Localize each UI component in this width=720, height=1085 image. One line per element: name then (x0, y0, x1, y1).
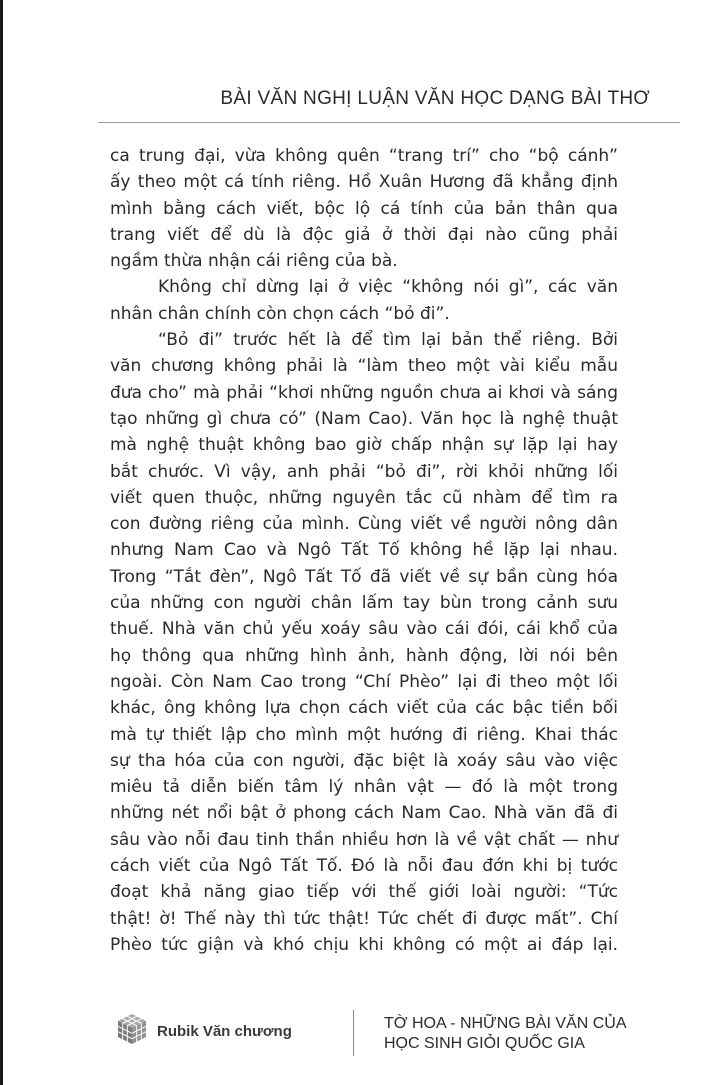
text-line: ngoài. Còn Nam Cao trong “Chí Phèo” lại đi theo một lối (110, 671, 618, 692)
text-line: đưa cho” mà phải “khơi những nguồn chưa ai khơi và sáng (110, 382, 618, 403)
footer-book-title (384, 1014, 627, 1054)
text-line: cách viết của Ngô Tất Tố. Đó là nỗi đau đớn khi bị tước (110, 856, 618, 877)
footer-book-title-line2: HỌC SINH GIỎI QUỐC GIA (384, 1035, 585, 1052)
text-line: ngầm thừa nhận cái riêng của bà. (110, 251, 398, 272)
footer-logo-text: Rubik Văn chương (157, 1022, 292, 1040)
text-line: khác, ông không lựa chọn cách viết của các bậc tiền bối (110, 698, 618, 719)
text-line: con đường riêng của mình. Cùng viết về người nông dân (110, 514, 618, 535)
text-line: Không chỉ dừng lại ở việc “không nói gì”, các văn (158, 277, 618, 298)
text-line: ca trung đại, vừa không quên “trang trí” cho “bộ cánh” (110, 146, 618, 166)
text-line: mà nghệ thuật không bao giờ chấp nhận sự lặp lại hay (110, 435, 618, 456)
text-line: văn chương không phải là “làm theo một vài kiểu mẫu (110, 356, 618, 377)
text-line: sâu vào nỗi đau tinh thần nhiều hơn là về vật chất — như (110, 829, 618, 850)
text-line: sự tha hóa của con người, đặc biệt là xoáy sâu vào việc (110, 750, 618, 771)
text-line: bắt chước. Vì vậy, anh phải “bỏ đi”, rời khỏi những lối (110, 461, 618, 482)
text-line: trang viết để dù là độc giả ở thời đại nào cũng phải (110, 224, 618, 245)
footer-book-title-line1: TỜ HOA - NHỮNG BÀI VĂN CỦA (384, 1015, 627, 1032)
text-line: miêu tả diễn biến tâm lý nhân vật — đó là một trong (110, 777, 618, 798)
text-line: Phèo tức giận và khó chịu khi không có một ai đáp lại. (110, 934, 618, 955)
text-line: thuế. Nhà văn chủ yếu xoáy sâu vào cái đói, cái khổ của (110, 619, 618, 640)
text-line: “Bỏ đi” trước hết là để tìm lại bản thể riêng. Bởi (158, 330, 618, 351)
text-line: của những con người chân lấm tay bùn trong cảnh sưu (110, 593, 618, 614)
text-line: nhân chân chính còn chọn cách “bỏ đi”. (110, 303, 450, 324)
body-text (110, 143, 618, 958)
text-line: đoạt khả năng giao tiếp với thế giới loài người: “Tức (110, 882, 618, 903)
text-line: nhưng Nam Cao và Ngô Tất Tố không hề lặp lại nhau. (110, 540, 618, 561)
text-line: mà tự thiết lập cho mình một hướng đi riêng. Khai thác (110, 724, 618, 745)
footer-logo (115, 1012, 292, 1050)
text-line: họ thông qua những hình ảnh, hành động, lời nói bên (110, 645, 618, 666)
text-line: tạo những gì chưa có” (Nam Cao). Văn học là nghệ thuật (110, 408, 618, 429)
text-line: thật! ờ! Thế này thì tức thật! Tức chết đi được mất”. Chí (110, 908, 618, 929)
header-rule (98, 122, 680, 123)
text-line: ấy theo một cá tính riêng. Hồ Xuân Hương đã khẳng định (110, 172, 618, 193)
footer-divider (353, 1010, 354, 1056)
page-left-edge (0, 0, 3, 1085)
text-line: mình bằng cách viết, bộc lộ cá tính của bản thân qua (110, 198, 618, 219)
running-header: BÀI VĂN NGHỊ LUẬN VĂN HỌC DẠNG BÀI THƠ (220, 88, 650, 109)
text-line: Trong “Tắt đèn”, Ngô Tất Tố đã viết về sự bần cùng hóa (110, 566, 618, 587)
text-line: viết quen thuộc, những nguyên tắc cũ nhàm để tìm ra (110, 487, 618, 508)
rubik-cube-icon (115, 1012, 149, 1050)
text-line: những nét nổi bật ở phong cách Nam Cao. Nhà văn đã đi (110, 803, 618, 824)
